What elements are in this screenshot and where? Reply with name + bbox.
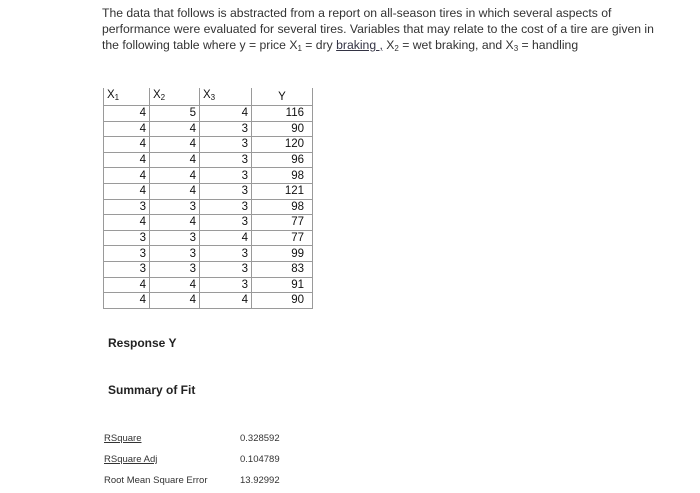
table-cell: 4 — [104, 215, 150, 231]
table-cell: 3 — [200, 199, 252, 215]
table-cell: 90 — [252, 121, 313, 137]
table-cell: 96 — [252, 152, 313, 168]
table-cell: 4 — [150, 121, 200, 137]
table-row — [104, 137, 313, 153]
table-row — [104, 230, 313, 246]
table-cell: 3 — [104, 199, 150, 215]
table-row — [104, 246, 313, 262]
table-cell: 121 — [252, 183, 313, 199]
table-cell: 3 — [200, 261, 252, 277]
header-x2: $X_2$ — [150, 88, 200, 106]
table-cell: 5 — [150, 106, 200, 122]
table-cell: 3 — [200, 168, 252, 184]
stat-label-rsquare-adj: RSquare Adj — [104, 454, 158, 465]
header-x3: $X_3$ — [200, 88, 252, 106]
table-cell: 4 — [104, 106, 150, 122]
stat-value-rsquare-adj: 0.104789 — [240, 454, 280, 465]
table-cell: 4 — [104, 293, 150, 309]
table-row — [104, 277, 313, 293]
table-cell: 77 — [252, 230, 313, 246]
table-cell: 4 — [150, 215, 200, 231]
intro-line-3: the following table where y = price $X_1$ = dry braking , $X_2$ = wet braking, and $X_3$ = handling — [102, 38, 579, 53]
braking-link: braking , — [336, 38, 383, 52]
header-y: Y — [252, 88, 313, 106]
table-cell: 77 — [252, 215, 313, 231]
table-cell: 3 — [200, 183, 252, 199]
table-cell: 98 — [252, 199, 313, 215]
table-row — [104, 168, 313, 184]
table-cell: 3 — [104, 261, 150, 277]
table-cell: 4 — [200, 106, 252, 122]
table-cell: 4 — [150, 137, 200, 153]
table-cell: 4 — [150, 277, 200, 293]
table-cell: 3 — [150, 230, 200, 246]
table-cell: 4 — [104, 121, 150, 137]
header-x1: $X_1$ — [104, 88, 150, 106]
table-cell: 3 — [104, 230, 150, 246]
table-cell: 90 — [252, 293, 313, 309]
table-cell: 3 — [200, 137, 252, 153]
table-cell: 83 — [252, 261, 313, 277]
table-cell: 4 — [104, 183, 150, 199]
table-cell: 4 — [200, 293, 252, 309]
table-cell: 4 — [150, 168, 200, 184]
stat-value-rsquare: 0.328592 — [240, 433, 280, 444]
table-cell: 3 — [104, 246, 150, 262]
table-row — [104, 261, 313, 277]
table-cell: 4 — [104, 168, 150, 184]
stat-label-rmse: Root Mean Square Error — [104, 475, 208, 486]
table-cell: 4 — [104, 152, 150, 168]
stat-value-rmse: 13.92992 — [240, 475, 280, 486]
data-table — [103, 88, 313, 309]
table-cell: 4 — [150, 152, 200, 168]
table-cell: 98 — [252, 168, 313, 184]
table-cell: 3 — [200, 246, 252, 262]
table-cell: 120 — [252, 137, 313, 153]
table-cell: 3 — [150, 199, 200, 215]
table-cell: 116 — [252, 106, 313, 122]
table-row — [104, 215, 313, 231]
table-cell: 3 — [150, 261, 200, 277]
table-row — [104, 293, 313, 309]
table-cell: 91 — [252, 277, 313, 293]
problem-statement — [102, 5, 662, 57]
table-cell: 99 — [252, 246, 313, 262]
table-cell: 3 — [200, 215, 252, 231]
intro-line-1: The data that follows is abstracted from a report on all-season tires in which several aspects of — [102, 6, 612, 20]
intro-line-2: performance were evaluated for several tires. Variables that may relate to the cost of a tire are given in — [102, 22, 654, 36]
table-cell: 3 — [150, 246, 200, 262]
table-row — [104, 199, 313, 215]
table-cell: 4 — [104, 137, 150, 153]
stat-label-rsquare: RSquare — [104, 433, 142, 444]
table-cell: 4 — [104, 277, 150, 293]
table-cell: 4 — [150, 293, 200, 309]
response-heading: Response Y — [108, 336, 177, 350]
table-row — [104, 106, 313, 122]
table-row — [104, 152, 313, 168]
table-header-row — [104, 88, 313, 106]
table-row — [104, 121, 313, 137]
table-cell: 3 — [200, 121, 252, 137]
table-row — [104, 183, 313, 199]
table-cell: 4 — [200, 230, 252, 246]
table-cell: 3 — [200, 277, 252, 293]
table-cell: 4 — [150, 183, 200, 199]
summary-heading: Summary of Fit — [108, 383, 196, 397]
table-cell: 3 — [200, 152, 252, 168]
